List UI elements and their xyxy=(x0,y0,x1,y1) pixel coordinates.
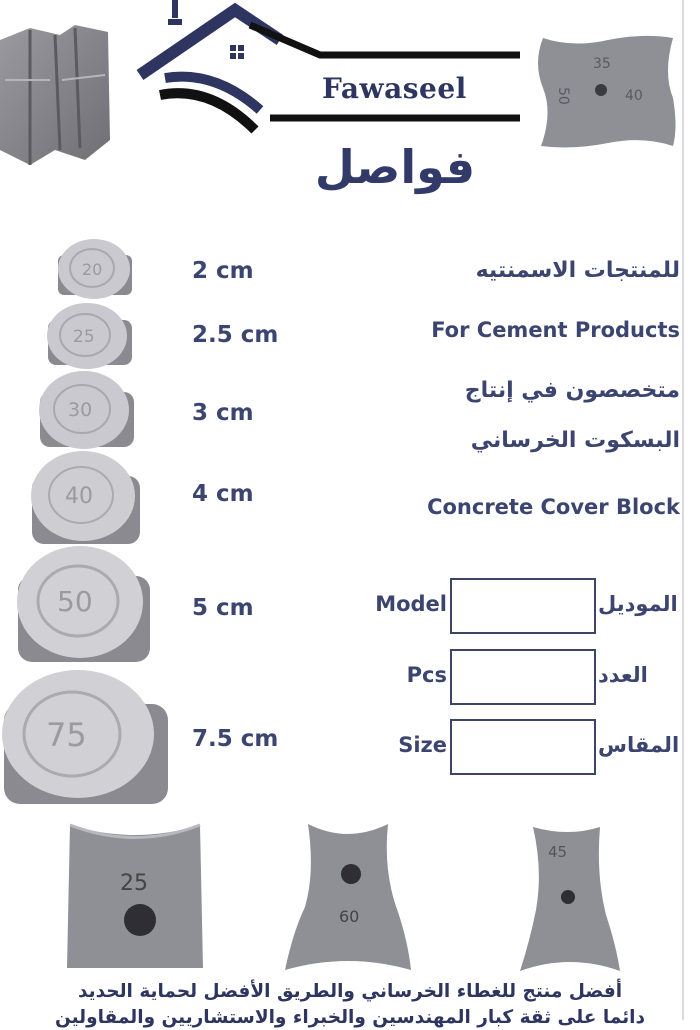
stamp-text: 40 xyxy=(65,484,93,509)
size-label-75cm: 7.5 cm xyxy=(192,726,279,752)
stamp-text: 20 xyxy=(82,260,103,279)
fawaseel-logo-icon xyxy=(130,0,530,135)
round-spacer-75cm-image xyxy=(0,664,172,818)
pcs-field[interactable] xyxy=(450,649,596,705)
round-spacer-5cm-image xyxy=(12,540,157,680)
brand-name-en: Fawaseel xyxy=(322,72,467,105)
spacer-block-60-image xyxy=(283,822,413,972)
brand-name-ar: فواصل xyxy=(314,140,476,194)
size-label-4cm: 4 cm xyxy=(192,481,254,507)
spacer-block-top-left-image xyxy=(0,20,115,170)
spacer-stamp-text: 35 xyxy=(593,56,611,72)
tagline-cement-products-ar: للمنتجات الاسمنتيه xyxy=(475,258,680,283)
spacer-stamp-text: 50 xyxy=(555,87,571,105)
size-label-2cm: 2 cm xyxy=(192,258,254,284)
size-label-en: Size xyxy=(398,733,447,757)
spacer-stamp-text: 40 xyxy=(625,88,643,104)
spacer-stamp-text: 25 xyxy=(120,871,148,896)
model-label-en: Model xyxy=(375,592,447,616)
tagline-specialists-ar: متخصصون في إنتاج xyxy=(464,378,680,403)
pcs-label-en: Pcs xyxy=(406,663,447,687)
size-field[interactable] xyxy=(450,719,596,775)
x-spacer-top-right-image xyxy=(533,28,683,153)
spacer-block-45-image xyxy=(518,825,623,973)
model-field[interactable] xyxy=(450,578,596,634)
stamp-text: 50 xyxy=(57,585,93,618)
spacer-block-25-image xyxy=(65,820,205,970)
spacer-stamp-text: 45 xyxy=(548,843,568,861)
tagline-cement-products-en: For Cement Products xyxy=(431,318,680,342)
footer-line-1: أفضل منتج للغطاء الخرساني والطريق الأفضل لحماية الحديد xyxy=(77,981,623,1002)
stamp-text: 25 xyxy=(73,327,95,347)
size-label-5cm: 5 cm xyxy=(192,595,254,621)
size-label-ar: المقاس xyxy=(598,733,680,757)
tagline-cover-block-en: Concrete Cover Block xyxy=(427,495,680,519)
stamp-text: 30 xyxy=(68,399,93,421)
size-label-3cm: 3 cm xyxy=(192,400,254,426)
tagline-concrete-biscuit-ar: البسكوت الخرساني xyxy=(470,428,680,453)
size-label-25cm: 2.5 cm xyxy=(192,322,279,348)
spacer-stamp-text: 60 xyxy=(339,907,360,926)
stamp-text: 75 xyxy=(46,716,87,754)
page-edge-line xyxy=(682,0,684,1020)
pcs-label-ar: العدد xyxy=(598,663,648,687)
footer-line-2: دائما على ثقة كبار المهندسين والخبراء والاستشاريين والمقاولين xyxy=(54,1007,646,1028)
model-label-ar: الموديل xyxy=(598,592,678,616)
